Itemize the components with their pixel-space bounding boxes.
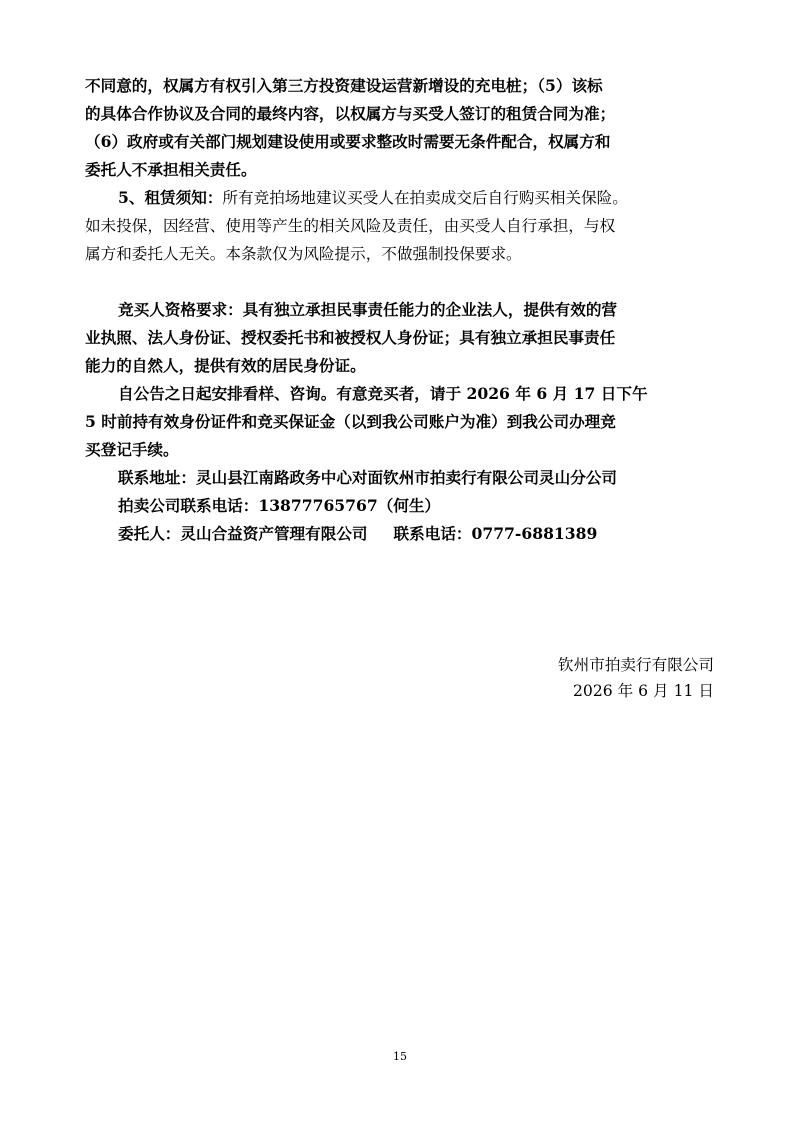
page-number: 15 xyxy=(393,1050,407,1063)
client-name: 灵山合益资产管理有限公司 xyxy=(180,524,368,543)
lease-notice-line-3: 属方和委托人无关。本条款仅为风险提示，不做强制投保要求。 xyxy=(85,245,522,263)
registration-line-3: 买登记手续。 xyxy=(85,440,179,459)
signature-date: 2026 年 6 月 11 日 xyxy=(572,682,714,700)
client-line xyxy=(118,521,597,547)
lease-notice-line-2: 如未投保，因经营、使用等产生的相关风险及责任，由买受人自行承担，与权 xyxy=(85,217,616,235)
registration-line-2: 5 时前持有效身份证件和竞买保证金（以到我公司账户为准）到我公司办理竞 xyxy=(85,412,616,431)
registration-line-1: 自公告之日起安排看样、咨询。有意竞买者，请于 2026 年 6 月 17 日下午 xyxy=(118,384,648,403)
signature-company: 钦州市拍卖行有限公司 xyxy=(558,656,714,674)
lease-notice-text: 所有竞拍场地建议买受人在拍卖成交后自行购买相关保险。 xyxy=(222,189,628,207)
body-line-4: 委托人不承担相关责任。 xyxy=(85,160,257,179)
lease-notice-heading: 5、租赁须知： xyxy=(118,188,223,207)
lease-notice-line-1 xyxy=(118,185,628,211)
body-line-2: 的具体合作协议及合同的最终内容，以权属方与买受人签订的租赁合同为准； xyxy=(85,104,616,123)
client-label: 委托人： xyxy=(118,524,181,543)
contact-address: 联系地址：灵山县江南路政务中心对面钦州市拍卖行有限公司灵山分公司 xyxy=(118,468,618,487)
body-line-3: （6）政府或有关部门规划建设使用或要求整改时需要无条件配合，权属方和 xyxy=(85,132,611,151)
client-phone: 联系电话：0777-6881389 xyxy=(393,524,598,543)
contact-phone: 拍卖公司联系电话：13877765767（何生） xyxy=(118,496,441,515)
qualification-line-1: 竞买人资格要求：具有独立承担民事责任能力的企业法人，提供有效的营 xyxy=(118,300,618,319)
qualification-line-2: 业执照、法人身份证、授权委托书和被授权人身份证；具有独立承担民事责任 xyxy=(85,328,616,347)
qualification-line-3: 能力的自然人，提供有效的居民身份证。 xyxy=(85,356,366,375)
body-line-1: 不同意的，权属方有权引入第三方投资建设运营新增设的充电桩；（5）该标 xyxy=(85,76,603,95)
